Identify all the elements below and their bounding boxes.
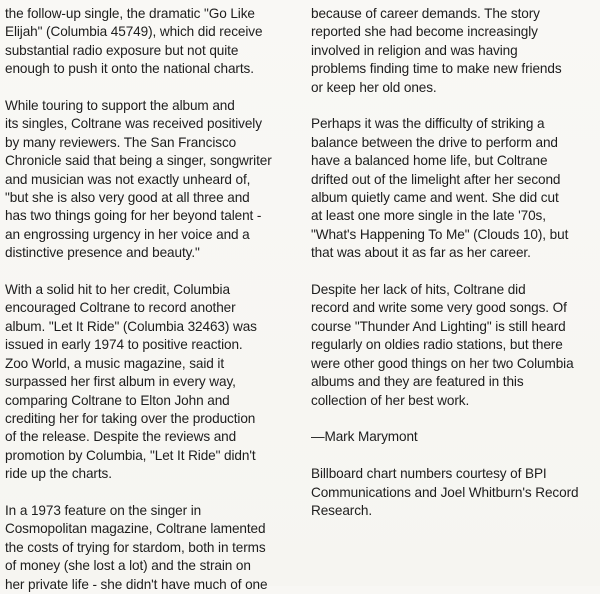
chart-credit: Billboard chart numbers courtesy of BPI Communications and Joel Whitburn's Record Research. — [311, 466, 579, 518]
right-column — [311, 5, 596, 520]
left-column — [5, 5, 297, 594]
paragraph-touring: While touring to support the album and its singles, Coltrane was received positively by many reviewers. The San Francisco Chronicle said that being a singer, songwriter and musician was not exactly unheard of, "but she is also very good at all three and has two things going for her beyond talent - an engrossing urgency in her voice and a distinctive presence and beauty." — [5, 98, 272, 261]
paragraph-limelight: Perhaps it was the difficulty of striking a balance between the drive to perform and have a balanced home life, but Coltrane drifted out of the limelight after her second album quietly came and went. She did cut at least one more single in the late '70s, "What's Happening To Me" (Clouds 10), but that was about it as far as her career. — [311, 116, 569, 261]
paragraph-best-work: Despite her lack of hits, Coltrane did record and write some very good songs. Of course "Thunder And Lighting" is still heard regularly on oldies radio stations, but there were other good things on her two Columbia albums and they are featured in this collection of her best work. — [311, 282, 574, 408]
paragraph-let-it-ride: With a solid hit to her credit, Columbia encouraged Coltrane to record another album. "Let It Ride" (Columbia 32463) was issued in early 1974 to positive reaction. Zoo World, a music magazine, said it surpassed her first album in every way, comparing Coltrane to Elton John and crediting her for taking over the production of the release. Despite the reviews and promotion by Columbia, "Let It Ride" didn't ride up the charts. — [5, 282, 257, 482]
paragraph-career-demands: because of career demands. The story reported she had become increasingly involved in religion and was having problems finding time to make new friends or keep her old ones. — [311, 6, 562, 95]
author-signature: —Mark Marymont — [311, 429, 418, 445]
paragraph-cosmopolitan: In a 1973 feature on the singer in Cosmopolitan magazine, Coltrane lamented the costs of trying for stardom, both in terms of money (she lost a lot) and the strain on her private life - she didn't have much of one — [5, 502, 268, 592]
paragraph-go-like-elijah: the follow-up single, the dramatic "Go Like Elijah" (Columbia 45749), which did receive substantial radio exposure but not quite enough to push it onto the national charts. — [5, 6, 263, 77]
